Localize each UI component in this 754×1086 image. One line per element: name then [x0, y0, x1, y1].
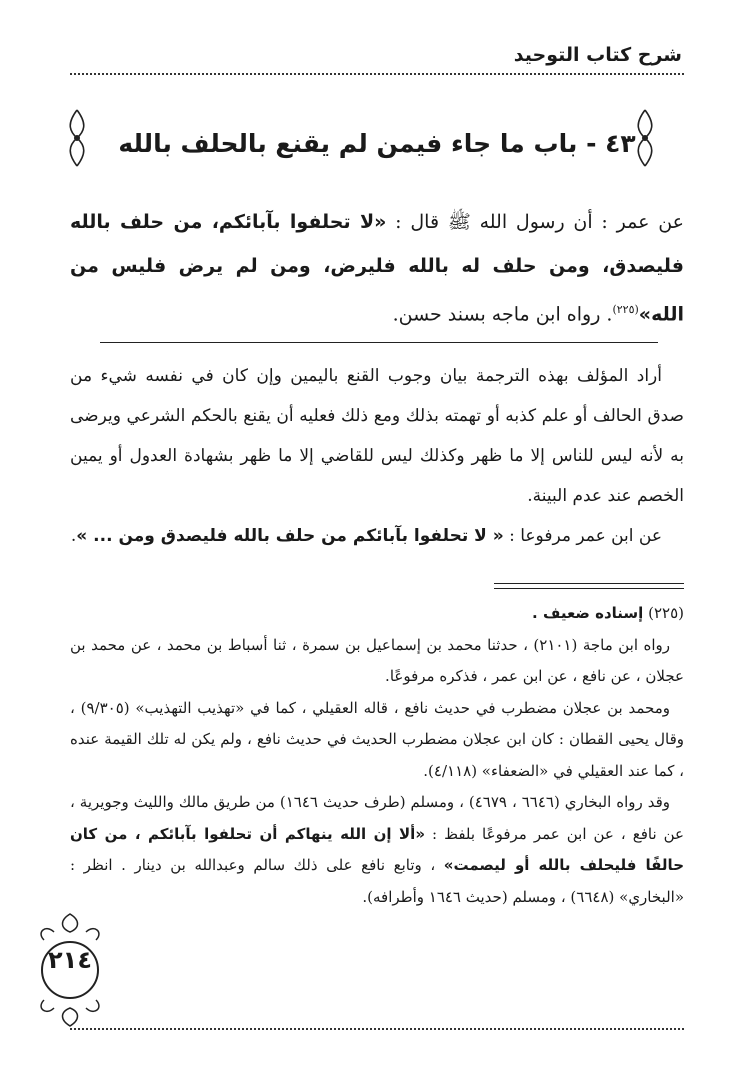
footnote-heading: [70, 598, 684, 630]
left-ornament-icon: [64, 108, 90, 168]
para2-intro: عن ابن عمر مرفوعا :: [503, 526, 662, 546]
hadith-divider: [100, 342, 658, 343]
hadith-source: . رواه ابن ماجه بسند حسن.: [392, 303, 613, 326]
commentary: [70, 356, 684, 556]
chapter-number: ٤٣: [605, 128, 636, 158]
footnote-title: إسناده ضعيف .: [532, 604, 644, 622]
hadith-intro: عن عمر : أن رسول الله ﷺ قال :: [386, 211, 685, 233]
page-number: ٢١٤: [48, 946, 92, 974]
footnotes: [70, 598, 684, 913]
commentary-paragraph: أراد المؤلف بهذه الترجمة بيان وجوب القنع باليمين وإن كان في نفسه شيء من صدق الحالف أو علم كذبه أو تهمته بذلك ومع ذلك فعليه أن يقنع بالحكم الشرعي ويرضى به لأنه ليس للناس إلا ما ظهر وكذلك ليس للقاضي إلا ما ظهر بشهادة العدول أو يمين الخصم عند عدم البينة.: [70, 366, 684, 506]
commentary-paragraph-2: [70, 516, 684, 556]
chapter-title: باب ما جاء فيمن لم يقنع بالحلف بالله: [118, 128, 578, 158]
para2-quote: « لا تحلفوا بآبائكم من حلف بالله فليصدق ومن ... »: [76, 526, 504, 546]
running-head: شرح كتاب التوحيد: [513, 44, 682, 66]
para2-end: .: [70, 526, 77, 546]
hadith-text: [70, 200, 684, 336]
footnote-p3-text: وقد رواه البخاري (٦٦٤٦ ، ٤٦٧٩) ، ومسلم (طرف حديث ١٦٤٦) من طريق مالك والليث وجويرية ، عن نافع ، عن ابن عمر مرفوعًا بلفظ :: [70, 793, 684, 843]
footnote-paragraph: رواه ابن ماجة (٢١٠١) ، حدثنا محمد بن إسماعيل بن سمرة ، ثنا أسباط بن محمد ، عن محمد بن عجلان ، عن نافع ، عن ابن عمر ، فذكره مرفوعًا.: [70, 635, 684, 685]
footnote-label: (٢٢٥): [648, 604, 684, 622]
footnote-p3-quote: «ألا إن الله ينهاكم أن تحلفوا بآبائكم ، من كان حالفًا فليحلف بالله أو ليصمت»: [70, 824, 685, 874]
footnote-paragraph-2: ومحمد بن عجلان مضطرب في حديث نافع ، قاله العقيلي ، كما في «تهذيب التهذيب» (٩/٣٠٥) ، وقال يحيى القطان : كان ابن عجلان مضطرب الحديث في حديث نافع ، ولم يكن له تلك القيمة عنده ، كما عند العقيلي في «الضعفاء» (٤/١١٨).: [70, 698, 684, 780]
header-divider: [70, 73, 684, 75]
footnote-ref: (٢٢٥): [612, 303, 639, 316]
hadith-quote: «لا تحلفوا بآبائكم، من حلف بالله فليصدق، ومن حلف له بالله فليرض، ومن لم يرض فليس من الله»: [70, 211, 684, 326]
footnote-p3-end: ، وتابع نافع على ذلك سالم وعبدالله بن دينار . انظر : «البخاري» (٦٦٤٨) ، ومسلم (حديث ١٦٤٦ وأطرافه).: [70, 856, 684, 906]
footnote-separator: [494, 583, 684, 584]
page-number-ornament: [30, 910, 110, 1030]
footnote-separator-2: [494, 588, 684, 589]
chapter-heading: ٤٣ - باب ما جاء فيمن لم يقنع بالحلف بالله: [118, 128, 636, 158]
footer-divider: [70, 1028, 684, 1030]
footnote-paragraph-3: [70, 787, 684, 913]
